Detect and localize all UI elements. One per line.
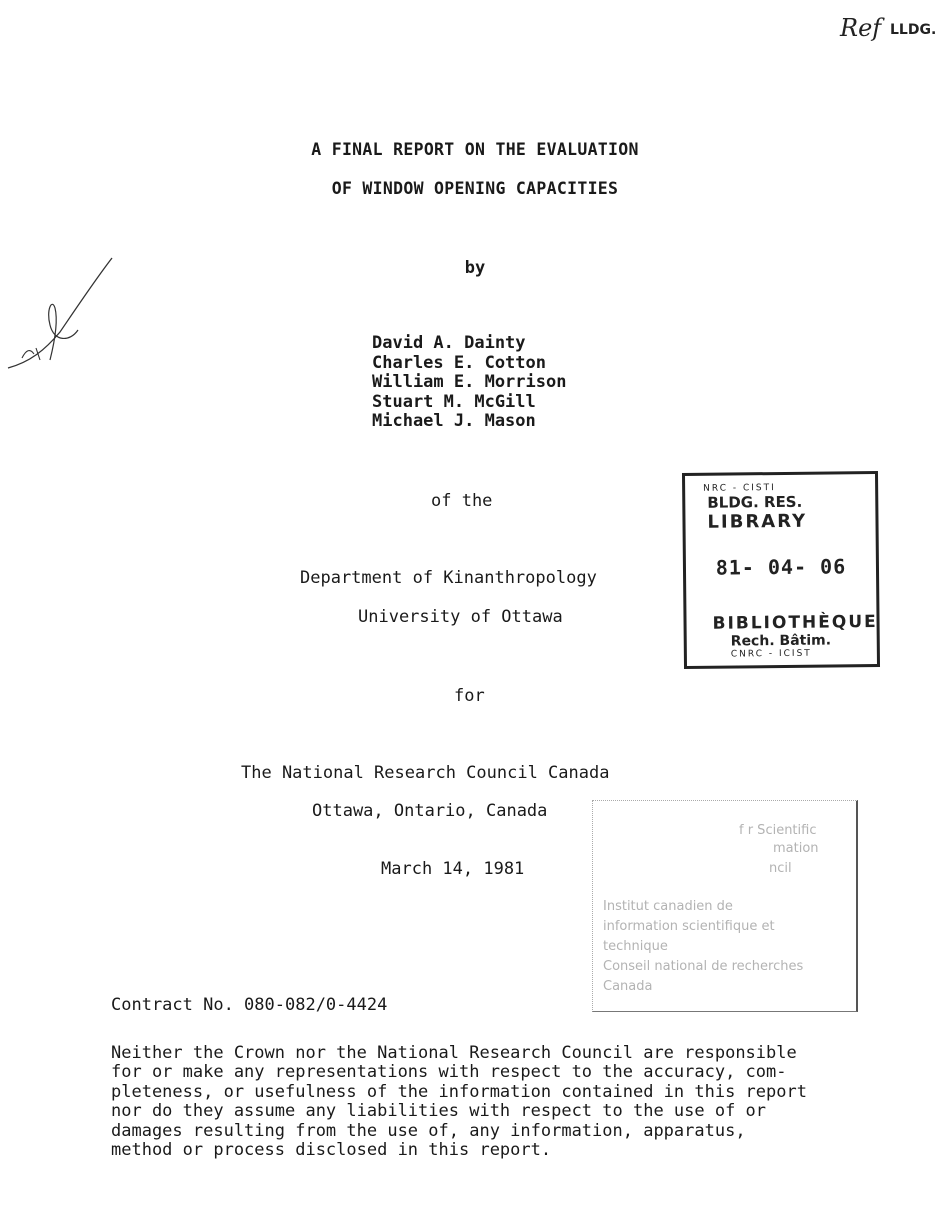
sponsor-location: Ottawa, Ontario, Canada [312,801,548,821]
faint-stamp-line: Conseil national de recherches [603,959,804,974]
faint-stamp-line: Canada [603,979,653,994]
author: William E. Morrison [372,372,567,392]
contract-number: Contract No. 080-082/0-4424 [111,995,388,1015]
stamp-line: Rech. Bâtim. [730,632,832,650]
disclaimer-line: Neither the Crown nor the National Research Council are responsible [111,1043,797,1063]
corner-mark: LLDG. [890,22,937,38]
faint-stamp-line: Institut canadien de [603,899,733,914]
disclaimer-line: method or process disclosed in this report. [111,1140,552,1161]
disclaimer [111,1044,807,1160]
author: Stuart M. McGill [372,391,536,412]
author-list [372,334,566,432]
stamp-line: LIBRARY [707,510,808,533]
of-the-label: of the [431,491,493,511]
disclaimer-line: nor do they assume any liabilities with respect to the use of or [111,1101,767,1122]
disclaimer-line: for or make any representations with respect to the accuracy, com- [111,1062,787,1083]
report-date: March 14, 1981 [381,859,525,879]
library-stamp [682,471,880,669]
author: Charles E. Cotton [372,352,546,373]
sponsor-name: The National Research Council Canada [241,763,610,783]
faint-stamp-line: f r Scientific [739,823,817,838]
stamp-line: BLDG. RES. [707,492,803,512]
disclaimer-line: damages resulting from the use of, any information, apparatus, [111,1120,746,1141]
stamp-line: CNRC - ICIST [730,648,812,660]
author: David A. Dainty [372,333,526,353]
disclaimer-line: pleteness, or usefulness of the information contained in this report [111,1081,807,1102]
report-title-line-2: OF WINDOW OPENING CAPACITIES [331,179,619,198]
faint-stamp-line: ncil [769,861,792,876]
stamp-line: BIBLIOTHÈQUE [712,611,878,634]
faint-stamp-line: technique [603,939,668,954]
report-title-line-1: A FINAL REPORT ON THE EVALUATION [311,140,639,159]
author: Michael J. Mason [372,411,536,431]
faint-stamp-line: information scientifique et [603,919,775,934]
handwritten-note: Ref [840,14,882,42]
by-label: by [464,258,486,278]
university: University of Ottawa [358,607,563,627]
for-label: for [454,686,485,706]
stamp-line: NRC - CISTI [703,483,776,494]
faint-stamp-line: mation [773,841,819,856]
department: Department of Kinanthropology [300,568,597,588]
faint-institute-stamp [592,800,858,1012]
stamp-date: 81- 04- 06 [715,554,847,580]
